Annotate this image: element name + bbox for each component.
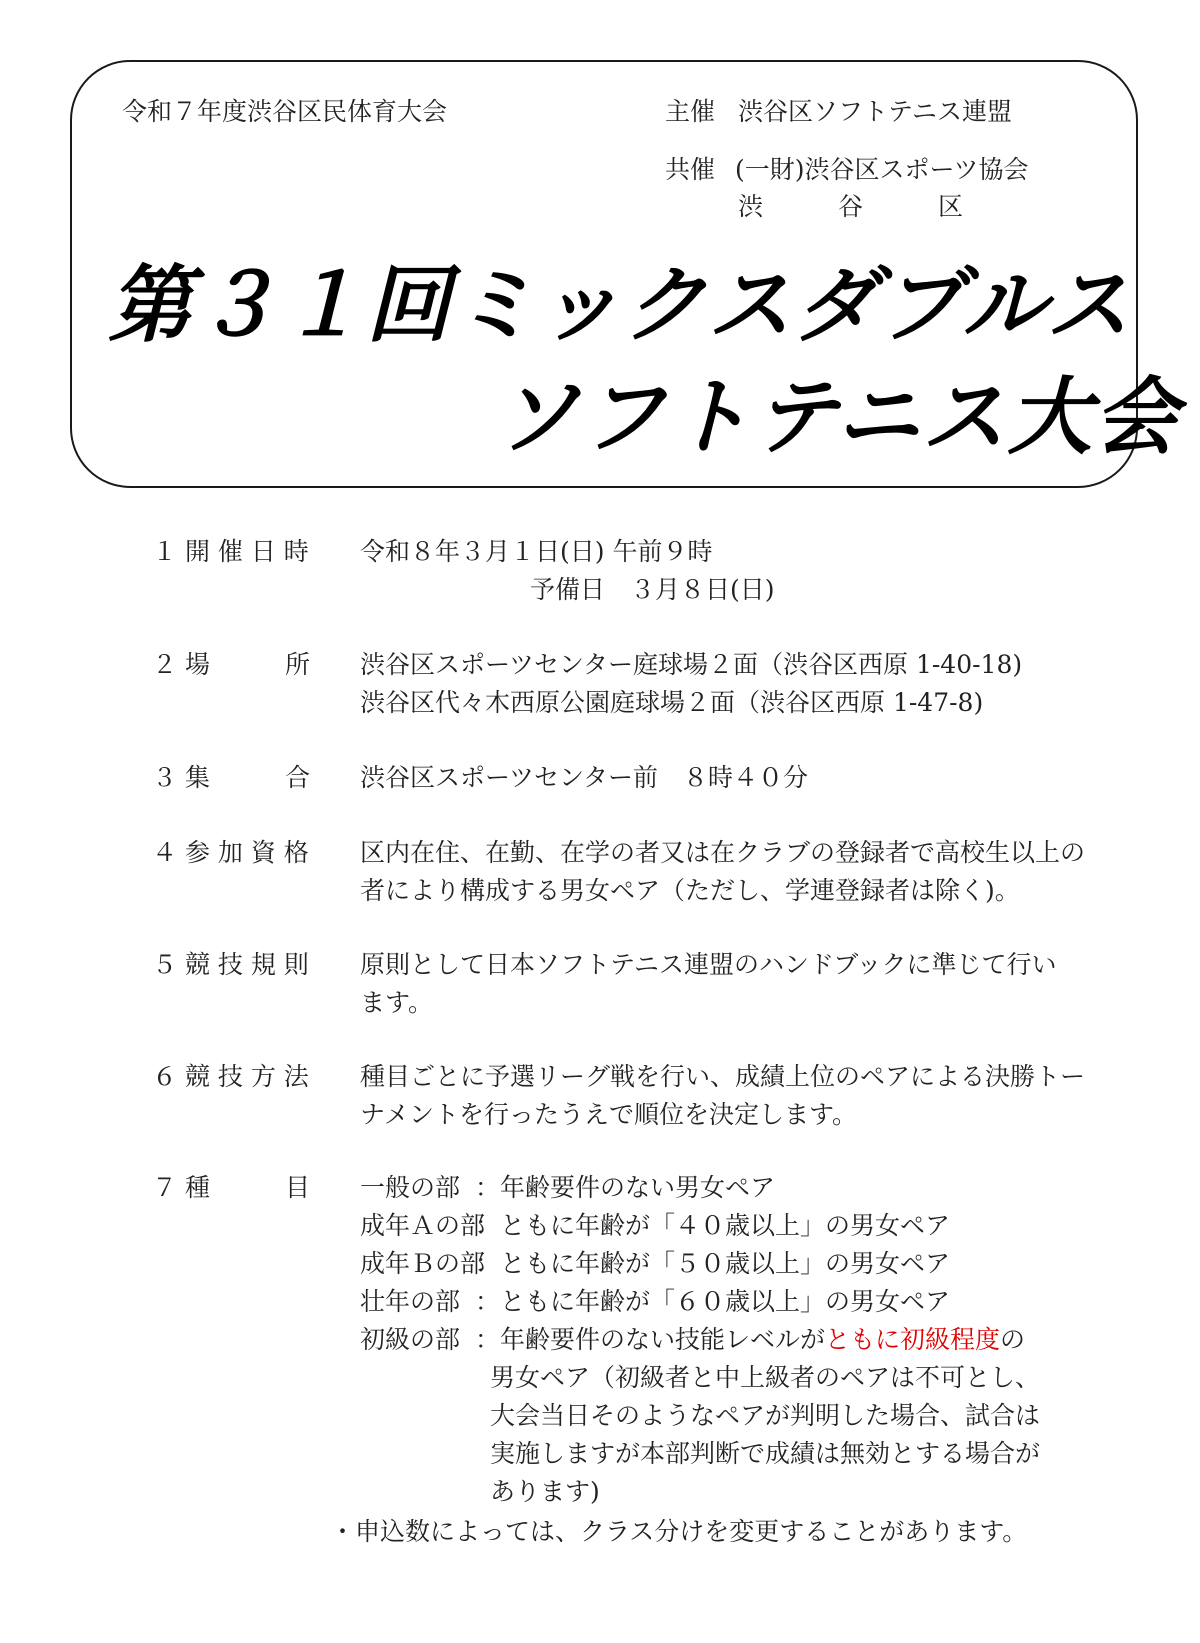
note-line: あります) xyxy=(490,1477,600,1506)
section-4-line-2: 者により構成する男女ペア（ただし、学連登録者は除く)。 xyxy=(360,876,1020,905)
section-5-line-2: ます。 xyxy=(360,988,434,1017)
section-2-line-1: 渋谷区スポーツセンター庭球場２面（渋谷区西原 1-40-18) xyxy=(360,650,1023,679)
cosponsor-1: (一財)渋谷区スポーツ協会 xyxy=(735,155,1029,184)
section-4-line-1: 区内在住、在勤、在学の者又は在クラブの登録者で高校生以上の xyxy=(360,838,1086,867)
section-6-label: ６ 競 技 方 法 xyxy=(152,1062,309,1091)
category-desc-post: の xyxy=(1000,1325,1026,1354)
category-name: 一般の部 xyxy=(360,1173,461,1202)
section-1-line-2: 予備日 ３月８日(日) xyxy=(530,575,775,604)
section-1-line-1: 令和８年３月１日(日) 午前９時 xyxy=(360,537,713,566)
cosponsor-label: 共催 xyxy=(665,155,716,184)
section-6-line-1: 種目ごとに予選リーグ戦を行い、成績上位のペアによる決勝トー xyxy=(360,1062,1086,1091)
section-1-label: １ 開 催 日 時 xyxy=(152,537,309,566)
category-name: 成年Ｂの部 xyxy=(360,1249,486,1278)
emphasis-text: ともに初級程度 xyxy=(825,1325,1001,1354)
section-5-line-1: 原則として日本ソフトテニス連盟のハンドブックに準じて行い xyxy=(360,950,1057,979)
title-line-1: 第３１回ミックスダブルス xyxy=(108,256,1132,354)
section-2-label: ２ 場 所 xyxy=(152,650,310,679)
section-4-label: ４ 参 加 資 格 xyxy=(152,838,309,867)
category-desc: ：年齢要件のない男女ペア xyxy=(475,1173,776,1202)
category-desc: ：ともに年齢が「４０歳以上」の男女ペア xyxy=(475,1211,951,1240)
note-line: 男女ペア（初級者と中上級者のペアは不可とし、 xyxy=(490,1363,1041,1392)
category-name: 成年Ａの部 xyxy=(360,1211,486,1240)
category-name: 壮年の部 xyxy=(360,1287,461,1316)
event-name: 令和７年度渋谷区民体育大会 xyxy=(122,97,448,126)
note-line: 実施しますが本部判断で成績は無効とする場合が xyxy=(490,1439,1041,1468)
title-line-2: ソフトテニス大会 xyxy=(495,368,1180,466)
category-desc: ：ともに年齢が「６０歳以上」の男女ペア xyxy=(475,1287,951,1316)
category-name: 初級の部 xyxy=(360,1325,461,1354)
section-5-label: ５ 競 技 規 則 xyxy=(152,950,309,979)
cosponsor-2: 渋 谷 区 xyxy=(738,192,964,221)
category-desc: ：ともに年齢が「５０歳以上」の男女ペア xyxy=(475,1249,951,1278)
note-line: 大会当日そのようなペアが判明した場合、試合は xyxy=(490,1401,1041,1430)
organizer: 渋谷区ソフトテニス連盟 xyxy=(738,97,1013,126)
section-6-line-2: ナメントを行ったうえで順位を決定します。 xyxy=(360,1100,858,1129)
section-2-line-2: 渋谷区代々木西原公園庭球場２面（渋谷区西原 1-47-8) xyxy=(360,688,984,717)
section-3-label: ３ 集 合 xyxy=(152,763,310,792)
organizer-label: 主催 xyxy=(665,97,716,126)
section-7-label: ７ 種 目 xyxy=(152,1173,310,1202)
category-desc xyxy=(475,1320,1025,1356)
section-3-line-1: 渋谷区スポーツセンター前 ８時４０分 xyxy=(360,763,809,792)
category-desc-pre: ：年齢要件のない技能レベルが xyxy=(475,1325,826,1354)
footnote: ・申込数によっては、クラス分けを変更することがあります。 xyxy=(330,1517,1028,1546)
